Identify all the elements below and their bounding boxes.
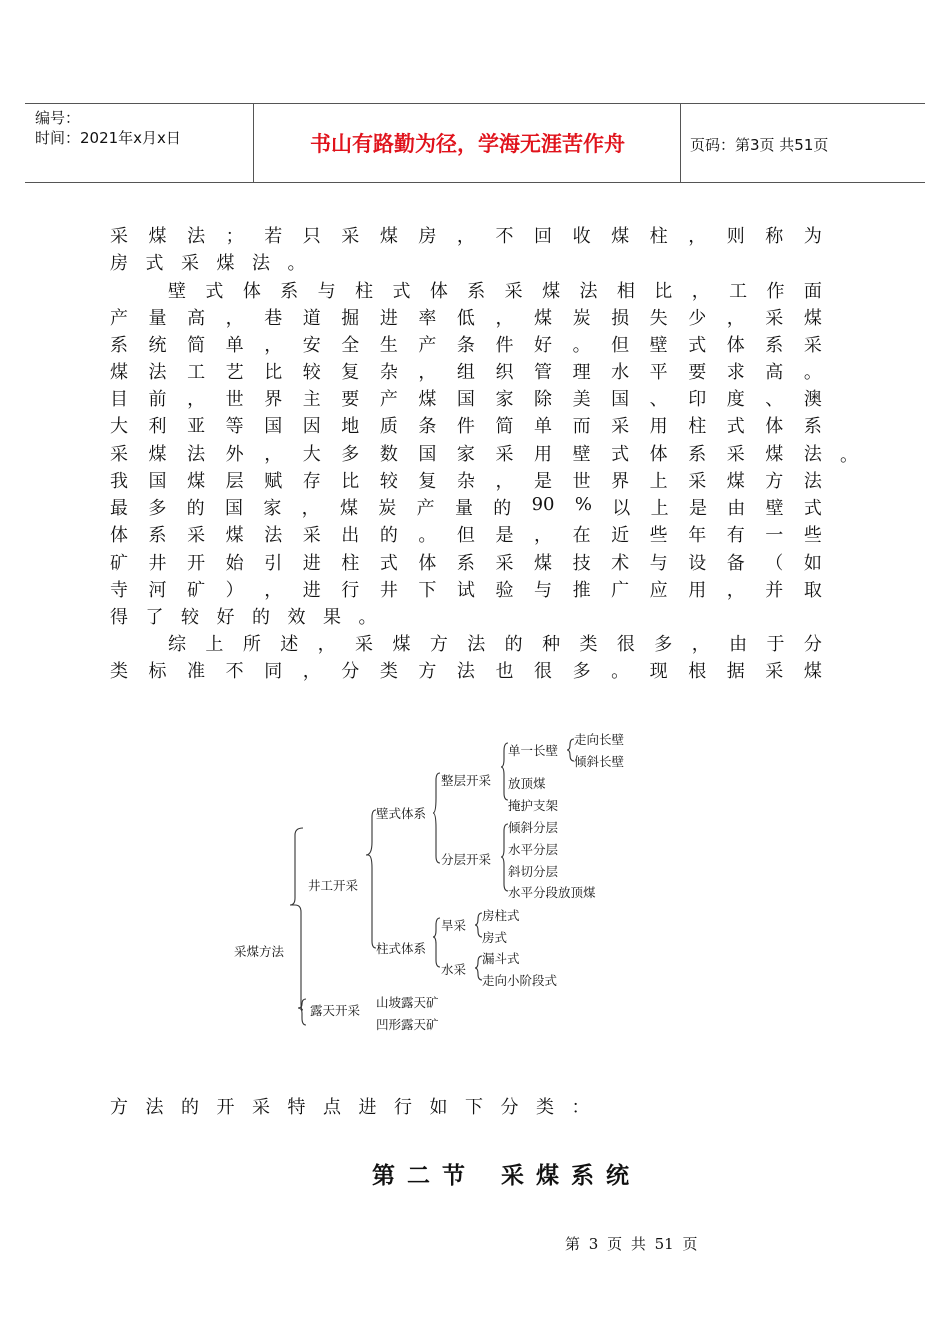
body-line: 目 前 ， 世 界 主 要 产 煤 国 家 除 美 国 、 印 度 、 澳 [110,389,822,410]
body-line: 房 式 采 煤 法 。 [110,253,306,274]
diagram-node-room: 房式 [482,930,508,945]
hydraulic-mining-brace [475,956,482,980]
body-line: 我 国 煤 层 赋 存 比 较 复 杂 ， 是 世 界 上 采 煤 方 法 [110,471,822,492]
diagram-node-horizontal-slicing: 水平分层 [508,842,559,857]
mining-method-classification-diagram [228,725,668,1055]
document-number-label: 编号： [35,109,81,127]
diagram-node-oblique-slicing: 斜切分层 [508,864,559,879]
diagram-node-incline-longwall: 倾斜长壁 [574,754,625,769]
dangling-period: 。 [840,445,858,466]
body-line: 寺 河 矿 ） ， 进 行 井 下 试 验 与 推 广 应 用 ， 并 取 [110,580,822,601]
diagram-node-hillside-open-pit: 山坡露天矿 [376,995,439,1010]
diagram-node-shield-support: 掩护支架 [508,798,559,813]
diagram-node-funnel: 漏斗式 [482,951,520,966]
diagram-node-single-longwall: 单一长壁 [508,743,559,758]
body-line: 采 煤 法 外 ， 大 多 数 国 家 采 用 壁 式 体 系 采 煤 法 [110,444,822,465]
full-seam-brace [501,743,508,800]
diagram-node-strike-short-section: 走向小阶段式 [482,973,558,988]
body-line: 采 煤 法 ； 若 只 采 煤 房 ， 不 回 收 煤 柱 ， 则 称 为 [110,226,822,247]
document-time: 时间：2021年x月x日 [35,129,181,147]
header-divider [253,104,254,182]
section-number: 第二节 [372,1162,477,1189]
body-line-after-diagram: 方 法 的 开 采 特 点 进 行 如 下 分 类 ： [110,1097,590,1118]
section-title-text: 采煤系统 [501,1162,641,1189]
body-line: 产 量 高 ， 巷 道 掘 进 率 低 ， 煤 炭 损 失 少 ， 采 煤 [110,308,822,329]
diagram-node-open-pit: 露天开采 [310,1003,361,1018]
diagram-node-incline-slicing: 倾斜分层 [508,820,559,835]
body-line: 系 统 简 单 ， 安 全 生 产 条 件 好 。 但 壁 式 体 系 采 [110,335,822,356]
slicing-brace [501,824,508,891]
body-line: 得 了 较 好 的 效 果 。 [110,607,377,628]
page-header [25,103,925,183]
pillar-system-brace [433,918,440,967]
body-line: 矿 井 开 始 引 进 柱 式 体 系 采 煤 技 术 与 设 备 （ 如 [110,553,822,574]
body-line: 煤 法 工 艺 比 较 复 杂 ， 组 织 管 理 水 平 要 求 高 。 [110,362,822,383]
diagram-node-dry-mining: 旱采 [441,918,467,933]
dry-mining-brace [475,913,482,937]
section-title [372,1157,641,1190]
header-motto: 书山有路勤为径，学海无涯苦作舟 [310,132,625,156]
diagram-node-full-seam: 整层开采 [441,773,492,788]
open-pit-brace [298,999,306,1025]
body-line: 综 上 所 述 ， 采 煤 方 法 的 种 类 很 多 ， 由 于 分 [168,634,822,655]
body-line: 类 标 准 不 同 ， 分 类 方 法 也 很 多 。 现 根 据 采 煤 [110,661,822,682]
diagram-node-strike-longwall: 走向长壁 [574,732,625,747]
header-page-info: 页码：第3页 共51页 [690,136,829,154]
diagram-node-root: 采煤方法 [234,944,285,959]
diagram-node-horizontal-sublevel-caving: 水平分段放顶煤 [508,885,596,900]
underground-brace [366,810,376,948]
diagram-node-pillar-system: 柱式体系 [376,941,427,956]
diagram-node-concave-open-pit: 凹形露天矿 [376,1017,439,1032]
wall-system-brace [433,773,440,863]
body-line: 最 多 的 国 家 ， 煤 炭 产 量 的 90 % 以 上 是 由 壁 式 [110,494,822,519]
diagram-node-slicing: 分层开采 [441,852,492,867]
body-line: 壁 式 体 系 与 柱 式 体 系 采 煤 法 相 比 ， 工 作 面 [168,281,822,302]
body-line: 大 利 亚 等 国 因 地 质 条 件 简 单 而 采 用 柱 式 体 系 [110,416,822,437]
diagram-node-room-pillar: 房柱式 [482,908,520,923]
single-longwall-brace [567,739,574,761]
page-footer: 第 3 页 共 51 页 [565,1235,698,1253]
diagram-node-top-coal-caving: 放顶煤 [508,776,546,791]
root-brace [290,828,303,1010]
header-divider [680,104,681,182]
diagram-node-hydraulic-mining: 水采 [441,962,467,977]
body-line: 体 系 采 煤 法 采 出 的 。 但 是 ， 在 近 些 年 有 一 些 [110,525,822,546]
header-meta [35,108,181,148]
diagram-node-wall-system: 壁式体系 [376,806,427,821]
diagram-node-underground: 井工开采 [308,878,359,893]
